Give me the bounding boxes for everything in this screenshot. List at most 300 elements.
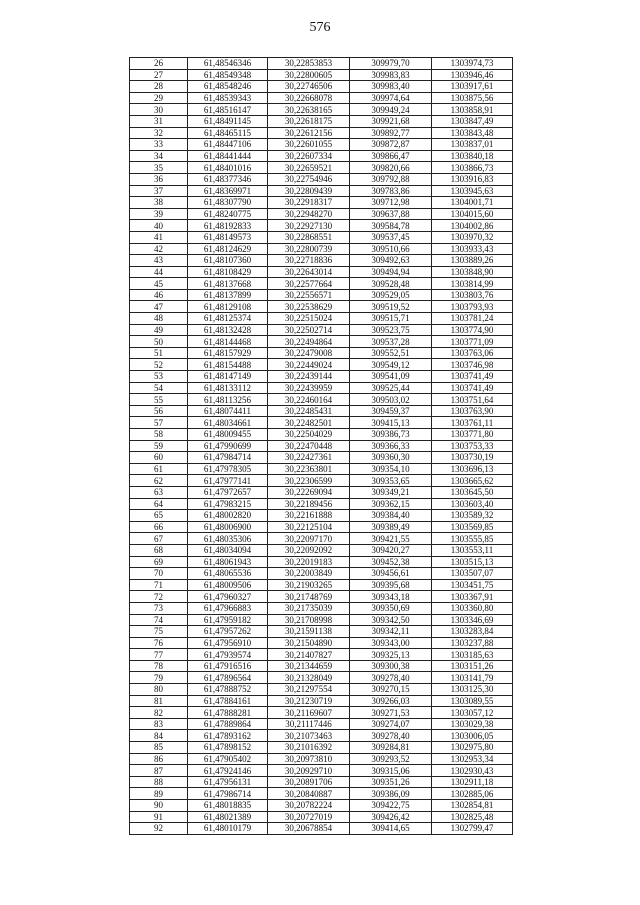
point-number-cell: 90: [130, 800, 188, 812]
point-number-cell: 70: [130, 568, 188, 580]
latitude-cell: 61,47889864: [188, 718, 268, 730]
point-number-cell: 56: [130, 405, 188, 417]
longitude-cell: 30,22470448: [268, 440, 350, 452]
y-coordinate-cell: 1303781,24: [432, 313, 513, 325]
x-coordinate-cell: 309384,40: [350, 510, 432, 522]
latitude-cell: 61,47924146: [188, 765, 268, 777]
latitude-cell: 61,48240775: [188, 208, 268, 220]
longitude-cell: 30,21117446: [268, 718, 350, 730]
x-coordinate-cell: 309552,51: [350, 347, 432, 359]
longitude-cell: 30,22718836: [268, 255, 350, 267]
table-row: [130, 429, 513, 441]
longitude-cell: 30,22482501: [268, 417, 350, 429]
latitude-cell: 61,47888752: [188, 684, 268, 696]
latitude-cell: 61,48035306: [188, 533, 268, 545]
table-row: [130, 672, 513, 684]
x-coordinate-cell: 309343,00: [350, 637, 432, 649]
point-number-cell: 85: [130, 742, 188, 754]
x-coordinate-cell: 309712,98: [350, 197, 432, 209]
y-coordinate-cell: 1303889,26: [432, 255, 513, 267]
y-coordinate-cell: 1303837,01: [432, 139, 513, 151]
longitude-cell: 30,21169607: [268, 707, 350, 719]
longitude-cell: 30,22638165: [268, 104, 350, 116]
longitude-cell: 30,22927130: [268, 220, 350, 232]
y-coordinate-cell: 1303751,64: [432, 394, 513, 406]
table-row: [130, 115, 513, 127]
longitude-cell: 30,22189456: [268, 498, 350, 510]
latitude-cell: 61,48113256: [188, 394, 268, 406]
point-number-cell: 29: [130, 92, 188, 104]
x-coordinate-cell: 309921,68: [350, 115, 432, 127]
table-row: [130, 197, 513, 209]
table-row: [130, 800, 513, 812]
y-coordinate-cell: 1303451,75: [432, 579, 513, 591]
x-coordinate-cell: 309422,75: [350, 800, 432, 812]
x-coordinate-cell: 309979,70: [350, 58, 432, 70]
point-number-cell: 88: [130, 776, 188, 788]
latitude-cell: 61,48125374: [188, 313, 268, 325]
x-coordinate-cell: 309426,42: [350, 811, 432, 823]
x-coordinate-cell: 309366,33: [350, 440, 432, 452]
latitude-cell: 61,48021389: [188, 811, 268, 823]
longitude-cell: 30,22618175: [268, 115, 350, 127]
longitude-cell: 30,22800605: [268, 69, 350, 81]
longitude-cell: 30,21073463: [268, 730, 350, 742]
latitude-cell: 61,47986714: [188, 788, 268, 800]
point-number-cell: 33: [130, 139, 188, 151]
y-coordinate-cell: 1303057,12: [432, 707, 513, 719]
y-coordinate-cell: 1303771,09: [432, 336, 513, 348]
longitude-cell: 30,22668078: [268, 92, 350, 104]
y-coordinate-cell: 1302799,47: [432, 823, 513, 835]
table-row: [130, 359, 513, 371]
table-row: [130, 475, 513, 487]
latitude-cell: 61,48539343: [188, 92, 268, 104]
table-row: [130, 313, 513, 325]
longitude-cell: 30,21230719: [268, 695, 350, 707]
latitude-cell: 61,48002820: [188, 510, 268, 522]
point-number-cell: 48: [130, 313, 188, 325]
longitude-cell: 30,20891706: [268, 776, 350, 788]
table-row: [130, 811, 513, 823]
x-coordinate-cell: 309360,30: [350, 452, 432, 464]
y-coordinate-cell: 1303645,50: [432, 486, 513, 498]
x-coordinate-cell: 309866,47: [350, 150, 432, 162]
point-number-cell: 59: [130, 440, 188, 452]
table-row: [130, 92, 513, 104]
longitude-cell: 30,21591138: [268, 626, 350, 638]
x-coordinate-cell: 309342,11: [350, 626, 432, 638]
longitude-cell: 30,22601055: [268, 139, 350, 151]
table-row: [130, 278, 513, 290]
table-row: [130, 649, 513, 661]
table-row: [130, 255, 513, 267]
latitude-cell: 61,48137668: [188, 278, 268, 290]
y-coordinate-cell: 1303763,06: [432, 347, 513, 359]
table-row: [130, 730, 513, 742]
longitude-cell: 30,22003849: [268, 568, 350, 580]
table-row: [130, 544, 513, 556]
longitude-cell: 30,22427361: [268, 452, 350, 464]
x-coordinate-cell: 309510,66: [350, 243, 432, 255]
y-coordinate-cell: 1303761,11: [432, 417, 513, 429]
y-coordinate-cell: 1303515,13: [432, 556, 513, 568]
y-coordinate-cell: 1303603,40: [432, 498, 513, 510]
x-coordinate-cell: 309503,02: [350, 394, 432, 406]
x-coordinate-cell: 309362,15: [350, 498, 432, 510]
y-coordinate-cell: 1303346,69: [432, 614, 513, 626]
longitude-cell: 30,22607334: [268, 150, 350, 162]
longitude-cell: 30,20782224: [268, 800, 350, 812]
y-coordinate-cell: 1303858,91: [432, 104, 513, 116]
y-coordinate-cell: 1303125,30: [432, 684, 513, 696]
y-coordinate-cell: 1303970,32: [432, 231, 513, 243]
table-row: [130, 498, 513, 510]
point-number-cell: 26: [130, 58, 188, 70]
latitude-cell: 61,48018835: [188, 800, 268, 812]
point-number-cell: 91: [130, 811, 188, 823]
point-number-cell: 39: [130, 208, 188, 220]
y-coordinate-cell: 1303569,85: [432, 521, 513, 533]
x-coordinate-cell: 309459,37: [350, 405, 432, 417]
y-coordinate-cell: 1303803,76: [432, 289, 513, 301]
longitude-cell: 30,21328049: [268, 672, 350, 684]
y-coordinate-cell: 1303367,91: [432, 591, 513, 603]
coordinates-table-body: [130, 58, 513, 835]
point-number-cell: 57: [130, 417, 188, 429]
x-coordinate-cell: 309529,05: [350, 289, 432, 301]
table-row: [130, 521, 513, 533]
latitude-cell: 61,48034661: [188, 417, 268, 429]
x-coordinate-cell: 309537,28: [350, 336, 432, 348]
longitude-cell: 30,22918317: [268, 197, 350, 209]
latitude-cell: 61,48009455: [188, 429, 268, 441]
table-row: [130, 162, 513, 174]
latitude-cell: 61,48108429: [188, 266, 268, 278]
latitude-cell: 61,47939574: [188, 649, 268, 661]
x-coordinate-cell: 309519,52: [350, 301, 432, 313]
y-coordinate-cell: 1303730,19: [432, 452, 513, 464]
table-row: [130, 58, 513, 70]
y-coordinate-cell: 1303774,90: [432, 324, 513, 336]
table-row: [130, 243, 513, 255]
table-row: [130, 139, 513, 151]
y-coordinate-cell: 1303029,38: [432, 718, 513, 730]
point-number-cell: 47: [130, 301, 188, 313]
latitude-cell: 61,48157929: [188, 347, 268, 359]
y-coordinate-cell: 1303141,79: [432, 672, 513, 684]
point-number-cell: 60: [130, 452, 188, 464]
latitude-cell: 61,48546346: [188, 58, 268, 70]
x-coordinate-cell: 309494,94: [350, 266, 432, 278]
latitude-cell: 61,48132428: [188, 324, 268, 336]
x-coordinate-cell: 309452,38: [350, 556, 432, 568]
point-number-cell: 72: [130, 591, 188, 603]
latitude-cell: 61,48401016: [188, 162, 268, 174]
y-coordinate-cell: 1303847,49: [432, 115, 513, 127]
x-coordinate-cell: 309266,03: [350, 695, 432, 707]
longitude-cell: 30,22868551: [268, 231, 350, 243]
latitude-cell: 61,48129108: [188, 301, 268, 313]
y-coordinate-cell: 1303866,73: [432, 162, 513, 174]
y-coordinate-cell: 1303917,61: [432, 81, 513, 93]
point-number-cell: 27: [130, 69, 188, 81]
point-number-cell: 28: [130, 81, 188, 93]
table-row: [130, 347, 513, 359]
latitude-cell: 61,48034094: [188, 544, 268, 556]
point-number-cell: 75: [130, 626, 188, 638]
x-coordinate-cell: 309541,09: [350, 371, 432, 383]
x-coordinate-cell: 309792,88: [350, 173, 432, 185]
table-row: [130, 626, 513, 638]
longitude-cell: 30,21407827: [268, 649, 350, 661]
point-number-cell: 38: [130, 197, 188, 209]
x-coordinate-cell: 309274,07: [350, 718, 432, 730]
latitude-cell: 61,48154488: [188, 359, 268, 371]
coordinates-table: [129, 57, 513, 835]
x-coordinate-cell: 309343,18: [350, 591, 432, 603]
longitude-cell: 30,22556571: [268, 289, 350, 301]
latitude-cell: 61,47960327: [188, 591, 268, 603]
latitude-cell: 61,47898152: [188, 742, 268, 754]
y-coordinate-cell: 1302854,81: [432, 800, 513, 812]
y-coordinate-cell: 1303006,05: [432, 730, 513, 742]
longitude-cell: 30,22746506: [268, 81, 350, 93]
x-coordinate-cell: 309492,63: [350, 255, 432, 267]
table-row: [130, 150, 513, 162]
longitude-cell: 30,22019183: [268, 556, 350, 568]
x-coordinate-cell: 309315,06: [350, 765, 432, 777]
longitude-cell: 30,22800739: [268, 243, 350, 255]
point-number-cell: 35: [130, 162, 188, 174]
longitude-cell: 30,22754946: [268, 173, 350, 185]
x-coordinate-cell: 309892,77: [350, 127, 432, 139]
longitude-cell: 30,21016392: [268, 742, 350, 754]
x-coordinate-cell: 309420,27: [350, 544, 432, 556]
point-number-cell: 80: [130, 684, 188, 696]
latitude-cell: 61,48061943: [188, 556, 268, 568]
point-number-cell: 82: [130, 707, 188, 719]
y-coordinate-cell: 1303753,33: [432, 440, 513, 452]
table-row: [130, 231, 513, 243]
point-number-cell: 65: [130, 510, 188, 522]
y-coordinate-cell: 1303793,93: [432, 301, 513, 313]
table-row: [130, 742, 513, 754]
point-number-cell: 49: [130, 324, 188, 336]
y-coordinate-cell: 1303589,32: [432, 510, 513, 522]
longitude-cell: 30,20678854: [268, 823, 350, 835]
table-row: [130, 510, 513, 522]
latitude-cell: 61,48124629: [188, 243, 268, 255]
x-coordinate-cell: 309353,65: [350, 475, 432, 487]
y-coordinate-cell: 1304002,86: [432, 220, 513, 232]
y-coordinate-cell: 1302953,34: [432, 753, 513, 765]
latitude-cell: 61,47916516: [188, 660, 268, 672]
point-number-cell: 83: [130, 718, 188, 730]
page-number: 576: [309, 20, 331, 35]
latitude-cell: 61,47957262: [188, 626, 268, 638]
latitude-cell: 61,48147149: [188, 371, 268, 383]
point-number-cell: 31: [130, 115, 188, 127]
y-coordinate-cell: 1303974,73: [432, 58, 513, 70]
y-coordinate-cell: 1303771,80: [432, 429, 513, 441]
point-number-cell: 71: [130, 579, 188, 591]
x-coordinate-cell: 309278,40: [350, 730, 432, 742]
table-row: [130, 718, 513, 730]
table-row: [130, 104, 513, 116]
point-number-cell: 58: [130, 429, 188, 441]
table-row: [130, 753, 513, 765]
table-row: [130, 486, 513, 498]
y-coordinate-cell: 1302975,80: [432, 742, 513, 754]
x-coordinate-cell: 309414,65: [350, 823, 432, 835]
latitude-cell: 61,47896564: [188, 672, 268, 684]
x-coordinate-cell: 309271,53: [350, 707, 432, 719]
longitude-cell: 30,21708998: [268, 614, 350, 626]
longitude-cell: 30,22502714: [268, 324, 350, 336]
y-coordinate-cell: 1303237,88: [432, 637, 513, 649]
point-number-cell: 62: [130, 475, 188, 487]
table-row: [130, 463, 513, 475]
y-coordinate-cell: 1303848,90: [432, 266, 513, 278]
latitude-cell: 61,47905402: [188, 753, 268, 765]
table-row: [130, 660, 513, 672]
point-number-cell: 76: [130, 637, 188, 649]
longitude-cell: 30,22612156: [268, 127, 350, 139]
point-number-cell: 40: [130, 220, 188, 232]
longitude-cell: 30,22515024: [268, 313, 350, 325]
longitude-cell: 30,20840887: [268, 788, 350, 800]
table-row: [130, 336, 513, 348]
y-coordinate-cell: 1303741,49: [432, 371, 513, 383]
x-coordinate-cell: 309395,68: [350, 579, 432, 591]
latitude-cell: 61,48006900: [188, 521, 268, 533]
y-coordinate-cell: 1303843,48: [432, 127, 513, 139]
longitude-cell: 30,22363801: [268, 463, 350, 475]
point-number-cell: 66: [130, 521, 188, 533]
latitude-cell: 61,47956131: [188, 776, 268, 788]
latitude-cell: 61,48377346: [188, 173, 268, 185]
latitude-cell: 61,48516147: [188, 104, 268, 116]
table-row: [130, 127, 513, 139]
x-coordinate-cell: 309537,45: [350, 231, 432, 243]
x-coordinate-cell: 309456,61: [350, 568, 432, 580]
longitude-cell: 30,22439959: [268, 382, 350, 394]
longitude-cell: 30,20973810: [268, 753, 350, 765]
latitude-cell: 61,48149573: [188, 231, 268, 243]
table-row: [130, 591, 513, 603]
longitude-cell: 30,22460164: [268, 394, 350, 406]
x-coordinate-cell: 309549,12: [350, 359, 432, 371]
longitude-cell: 30,22494864: [268, 336, 350, 348]
latitude-cell: 61,47956910: [188, 637, 268, 649]
latitude-cell: 61,47978305: [188, 463, 268, 475]
point-number-cell: 63: [130, 486, 188, 498]
latitude-cell: 61,48307790: [188, 197, 268, 209]
latitude-cell: 61,47966883: [188, 602, 268, 614]
x-coordinate-cell: 309584,78: [350, 220, 432, 232]
y-coordinate-cell: 1303946,46: [432, 69, 513, 81]
x-coordinate-cell: 309983,83: [350, 69, 432, 81]
point-number-cell: 36: [130, 173, 188, 185]
y-coordinate-cell: 1304001,71: [432, 197, 513, 209]
y-coordinate-cell: 1303741,49: [432, 382, 513, 394]
longitude-cell: 30,22125104: [268, 521, 350, 533]
x-coordinate-cell: 309820,66: [350, 162, 432, 174]
y-coordinate-cell: 1303840,18: [432, 150, 513, 162]
x-coordinate-cell: 309300,38: [350, 660, 432, 672]
point-number-cell: 34: [130, 150, 188, 162]
table-row: [130, 185, 513, 197]
longitude-cell: 30,21903265: [268, 579, 350, 591]
latitude-cell: 61,47972657: [188, 486, 268, 498]
latitude-cell: 61,48491145: [188, 115, 268, 127]
longitude-cell: 30,22479008: [268, 347, 350, 359]
latitude-cell: 61,48137899: [188, 289, 268, 301]
point-number-cell: 50: [130, 336, 188, 348]
table-row: [130, 602, 513, 614]
point-number-cell: 41: [130, 231, 188, 243]
point-number-cell: 73: [130, 602, 188, 614]
longitude-cell: 30,22659521: [268, 162, 350, 174]
x-coordinate-cell: 309284,81: [350, 742, 432, 754]
latitude-cell: 61,48369971: [188, 185, 268, 197]
y-coordinate-cell: 1303360,80: [432, 602, 513, 614]
point-number-cell: 32: [130, 127, 188, 139]
table-row: [130, 556, 513, 568]
x-coordinate-cell: 309525,44: [350, 382, 432, 394]
table-row: [130, 707, 513, 719]
table-row: [130, 69, 513, 81]
x-coordinate-cell: 309949,24: [350, 104, 432, 116]
longitude-cell: 30,21735039: [268, 602, 350, 614]
y-coordinate-cell: 1303933,43: [432, 243, 513, 255]
longitude-cell: 30,20929710: [268, 765, 350, 777]
longitude-cell: 30,22449024: [268, 359, 350, 371]
point-number-cell: 77: [130, 649, 188, 661]
x-coordinate-cell: 309270,15: [350, 684, 432, 696]
latitude-cell: 61,48447106: [188, 139, 268, 151]
point-number-cell: 30: [130, 104, 188, 116]
latitude-cell: 61,48192833: [188, 220, 268, 232]
point-number-cell: 53: [130, 371, 188, 383]
table-row: [130, 440, 513, 452]
point-number-cell: 89: [130, 788, 188, 800]
table-row: [130, 405, 513, 417]
latitude-cell: 61,47959182: [188, 614, 268, 626]
longitude-cell: 30,22439144: [268, 371, 350, 383]
y-coordinate-cell: 1302885,06: [432, 788, 513, 800]
longitude-cell: 30,22306599: [268, 475, 350, 487]
y-coordinate-cell: 1303746,98: [432, 359, 513, 371]
longitude-cell: 30,22269094: [268, 486, 350, 498]
table-row: [130, 301, 513, 313]
latitude-cell: 61,48144468: [188, 336, 268, 348]
latitude-cell: 61,47888281: [188, 707, 268, 719]
y-coordinate-cell: 1303555,85: [432, 533, 513, 545]
table-row: [130, 266, 513, 278]
table-row: [130, 765, 513, 777]
point-number-cell: 42: [130, 243, 188, 255]
point-number-cell: 51: [130, 347, 188, 359]
latitude-cell: 61,48010179: [188, 823, 268, 835]
point-number-cell: 86: [130, 753, 188, 765]
y-coordinate-cell: 1303185,63: [432, 649, 513, 661]
point-number-cell: 81: [130, 695, 188, 707]
latitude-cell: 61,48548246: [188, 81, 268, 93]
point-number-cell: 43: [130, 255, 188, 267]
latitude-cell: 61,48065536: [188, 568, 268, 580]
